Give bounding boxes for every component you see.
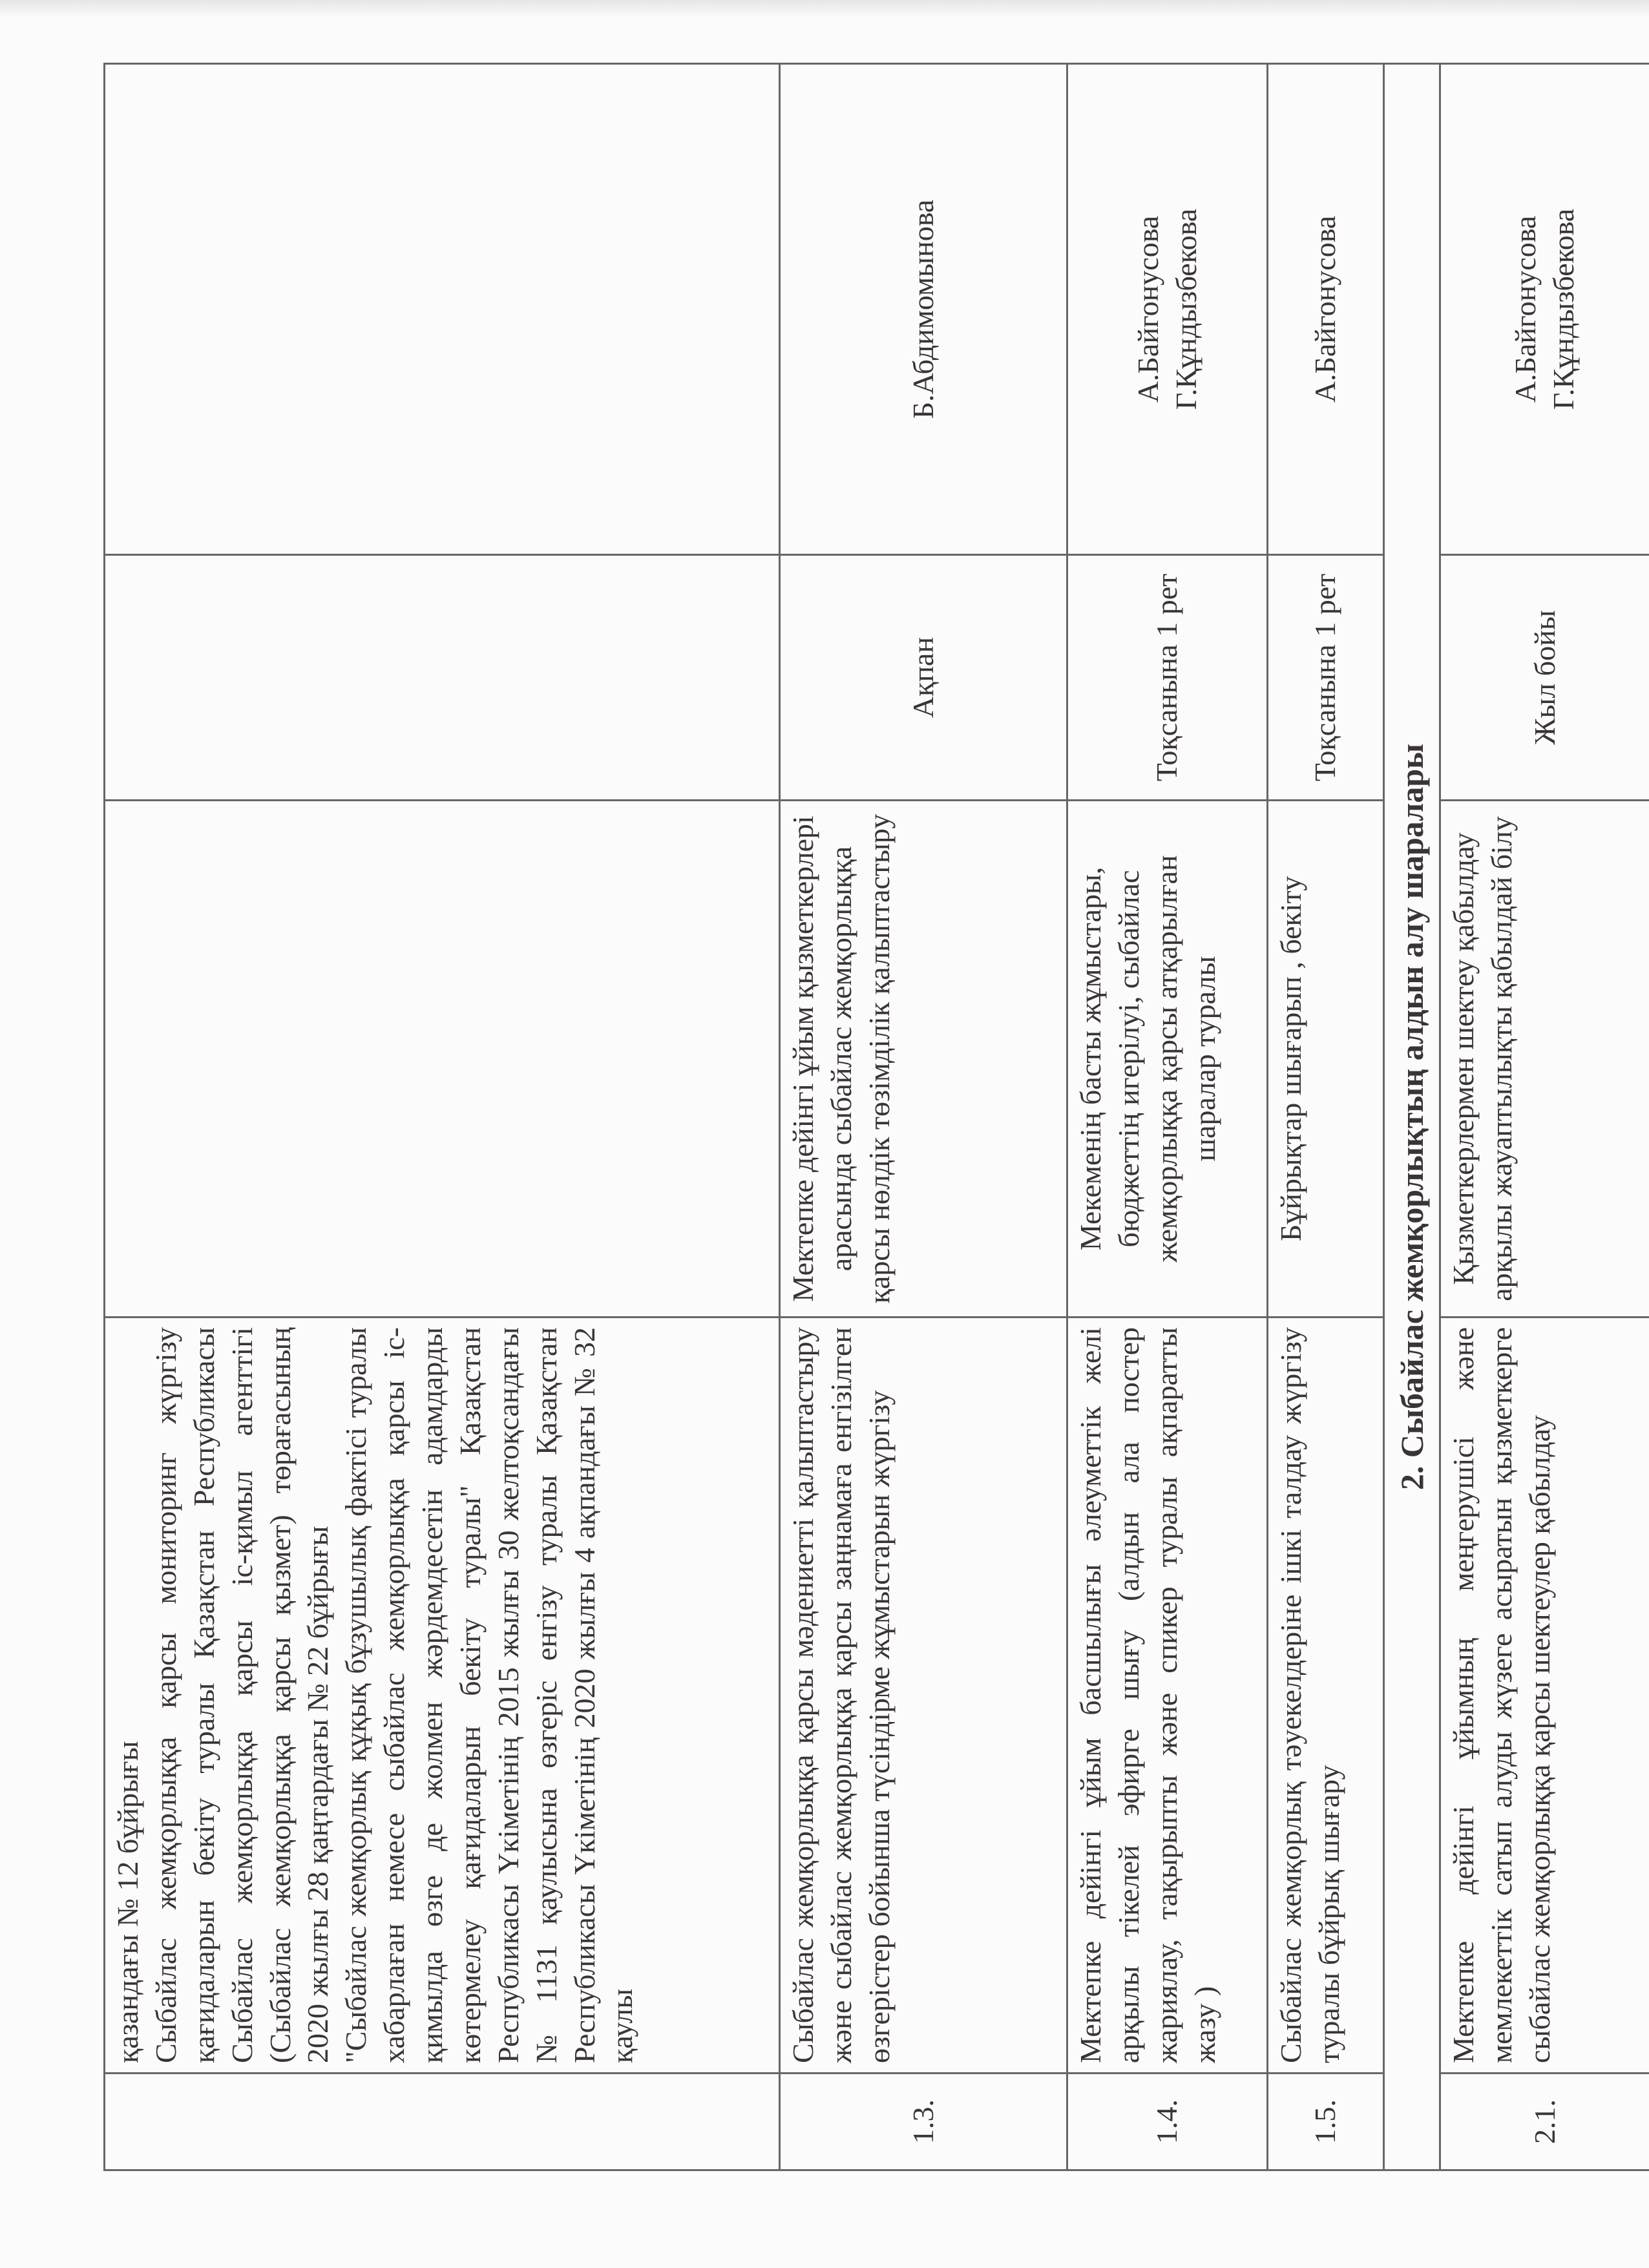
responsible-name: Г.Құндызбекова [1547,208,1580,410]
section-title: 2. Сыбайлас жемқорлықтың алдын алу шаралары [1384,64,1440,2170]
activity-paragraph: Сыбайлас жемқорлыққа қарсы мониторинг жүргізу қағидаларын бекіту туралы Қазақстан Республикасы Сыбайлас жемқорлыққа қарсы іс-қимыл агенттігі (Сыбайлас жемқорлыққа қарсы қызмет) төрағасының 2020 жылғы 28 қаңтардағы № 22 бұйрығы [149,1327,335,2063]
responsible-name: А.Байгонусова [1308,215,1342,403]
table-row [1268,64,1384,2170]
activity-cell: Сыбайлас жемқорлық тәуекелдеріне ішкі талдау жүргізу туралы бұйрық шығару [1268,1318,1384,2074]
term-cell: Жыл бойы [1440,555,1649,801]
activity-cell: Мектепке дейінгі ұйым басшылығы әлеуметтік желі арқылы тікелей эфирге шығу (алдын ала постер жариялау, тақырыпты және спикер туралы ақпаратты жазу ) [1067,1318,1268,2074]
activity-cell: Мектепке дейінгі ұйымның меңгерушісі және мемлекеттік сатып алуды жүзеге асыратын қызметкерге сыбайлас жемқорлыққа қарсы шектеулер қабылдау [1440,1318,1649,2074]
row-number: 1.3. [780,2074,1067,2170]
term-cell: Тоқсанына 1 рет [1268,555,1384,801]
activity-paragraph: "Сыбайлас жемқорлық құқық бұзушылық фактісі туралы хабарлаған немесе сыбайлас жемқорлыққа қарсы іс-қимылда өзге де жолмен жәрдемдесетін адамдарды көтермелеу қағидаларын бекіту туралы" Қазақстан Республикасы Үкіметінің 2015 жылғы 30 желтоқсандағы № 1131 қаулысына өзгеріс енгізу туралы Қазақстан Республикасы Үкіметінің 2020 жылғы 4 ақпандағы № 32 қаулы [339,1327,639,2063]
activity-cell [105,1318,780,2074]
result-cell: Мектепке дейінгі ұйым қызметкерлері арасында сыбайлас жемқорлыққа қарсы нөлдік төзімділік қалыптастыру [780,801,1067,1318]
table-row [1440,64,1649,2170]
rotated-document [103,65,1590,2171]
scan-edge-shadow [0,0,1649,18]
activity-paragraph: қазандағы № 12 бұйрығы [111,1741,144,2063]
row-number: 2.1. [1440,2074,1649,2170]
action-plan-table [103,63,1649,2171]
responsible-cell [105,64,780,555]
responsible-cell [1067,64,1268,555]
result-cell: Мекеменің басты жұмыстары, бюджеттің игерілуі, сыбайлас жемқорлыққа қарсы атқарылған шаралар туралы [1067,801,1268,1318]
responsible-cell [1440,64,1649,555]
responsible-cell [1268,64,1384,555]
responsible-name: А.Байгонусова [1509,215,1542,403]
result-cell: Қызметкерлермен шектеу қабылдау арқылы жауаптылықты қабылдай білу [1440,801,1649,1318]
result-cell [105,801,780,1318]
table-row [780,64,1067,2170]
responsible-name: Г.Құндызбекова [1169,208,1203,410]
term-cell: Ақпан [780,555,1067,801]
table-row [105,64,780,2170]
term-cell [105,555,780,801]
responsible-name: Б.Абдимомынова [906,199,940,419]
result-cell: Бұйрықтар шығарып , бекіту [1268,801,1384,1318]
responsible-cell [780,64,1067,555]
table-row [1067,64,1268,2170]
responsible-name: А.Байгонусова [1131,215,1164,403]
row-number [105,2074,780,2170]
term-cell: Тоқсанына 1 рет [1067,555,1268,801]
activity-cell: Сыбайлас жемқорлыққа қарсы мәдениетті қалыптастыру және сыбайлас жемқорлыққа қарсы заңнамаға енгізілген өзгерістер бойынша түсіндірме жұмыстарын жүргізу [780,1318,1067,2074]
row-number: 1.4. [1067,2074,1268,2170]
row-number: 1.5. [1268,2074,1384,2170]
section-heading-row [1384,64,1440,2170]
